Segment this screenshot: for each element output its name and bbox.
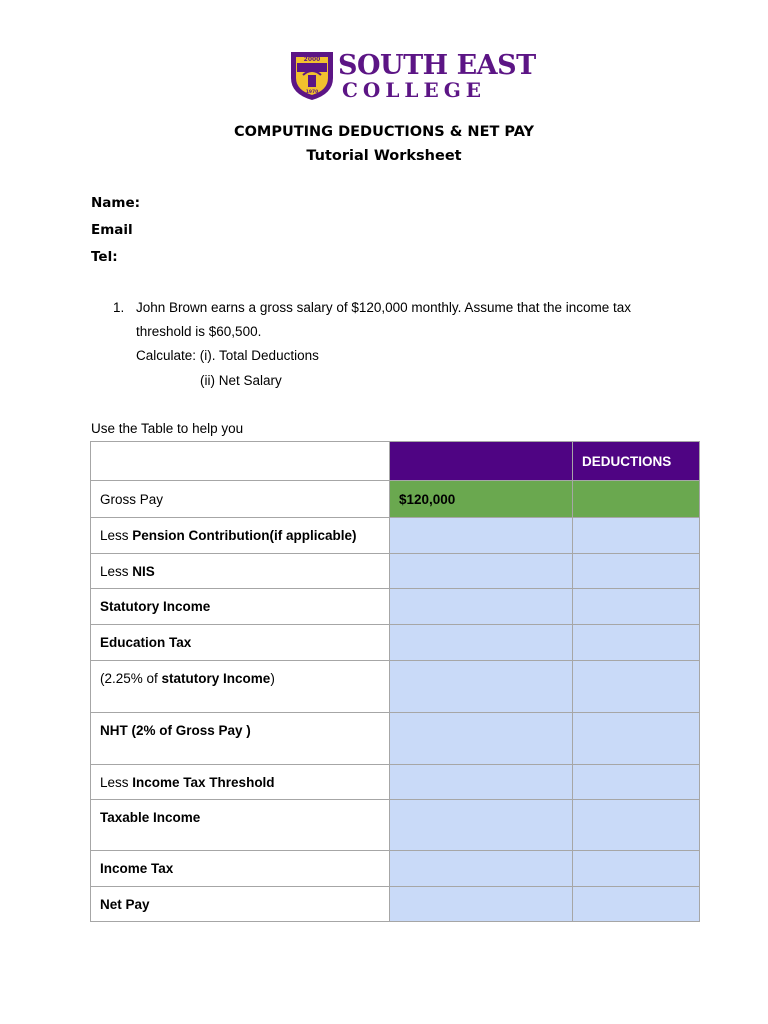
deduction-cell[interactable]: [573, 713, 700, 765]
row-label: Less Income Tax Threshold: [91, 765, 390, 800]
gross-pay-deduction-cell[interactable]: [573, 481, 700, 518]
deduction-cell[interactable]: [573, 625, 700, 661]
page-subtitle: Tutorial Worksheet: [306, 148, 462, 164]
question-text-line1: John Brown earns a gross salary of $120,000 monthly. Assume that the income tax: [136, 300, 632, 315]
header-cell-deductions: DEDUCTIONS: [573, 442, 700, 481]
amount-cell[interactable]: [390, 887, 573, 922]
table-row-net-pay: [91, 887, 700, 922]
table-row-education-tax-rate: [91, 661, 700, 713]
logo-text-south-east: SOUTH EAST: [338, 50, 536, 81]
table-row-nht: [91, 713, 700, 765]
row-label: (2.25% of statutory Income): [91, 661, 390, 713]
amount-cell[interactable]: [390, 800, 573, 851]
deduction-cell[interactable]: [573, 851, 700, 887]
email-label: Email: [91, 222, 133, 238]
amount-cell[interactable]: [390, 765, 573, 800]
row-label: Less Pension Contribution(if applicable): [91, 518, 390, 554]
deduction-cell[interactable]: [573, 661, 700, 713]
amount-cell[interactable]: [390, 554, 573, 589]
row-label: Education Tax: [91, 625, 390, 661]
table-row-income-tax-threshold: [91, 765, 700, 800]
question-text-line2: threshold is $60,500.: [136, 324, 262, 339]
amount-cell[interactable]: [390, 851, 573, 887]
deduction-cell[interactable]: [573, 589, 700, 625]
deduction-cell[interactable]: [573, 765, 700, 800]
table-header-row: [91, 442, 700, 481]
amount-cell[interactable]: [390, 518, 573, 554]
gross-pay-amount: $120,000: [390, 481, 573, 518]
deduction-cell[interactable]: [573, 887, 700, 922]
amount-cell[interactable]: [390, 661, 573, 713]
question-text-line3: Calculate: (i). Total Deductions: [136, 348, 319, 363]
table-row-education-tax: [91, 625, 700, 661]
header-cell-blank: [91, 442, 390, 481]
row-label: Less NIS: [91, 554, 390, 589]
table-row-nis: [91, 554, 700, 589]
row-label: Gross Pay: [91, 481, 390, 518]
svg-text:1970: 1970: [305, 90, 319, 95]
question-text-line4: (ii) Net Salary: [200, 373, 282, 388]
college-crest-icon: [288, 48, 336, 102]
deductions-table: [90, 441, 700, 922]
amount-cell[interactable]: [390, 713, 573, 765]
logo-text-college: COLLEGE: [342, 78, 487, 102]
name-label: Name:: [91, 195, 141, 211]
page-title: COMPUTING DEDUCTIONS & NET PAY: [233, 124, 535, 140]
table-row-gross-pay: [91, 481, 700, 518]
deduction-cell[interactable]: [573, 800, 700, 851]
header-cell-amount: [390, 442, 573, 481]
deduction-cell[interactable]: [573, 554, 700, 589]
deduction-cell[interactable]: [573, 518, 700, 554]
amount-cell[interactable]: [390, 625, 573, 661]
row-label: NHT (2% of Gross Pay ): [91, 713, 390, 765]
table-row-pension: [91, 518, 700, 554]
row-label: Taxable Income: [91, 800, 390, 851]
row-label: Statutory Income: [91, 589, 390, 625]
tel-label: Tel:: [91, 249, 118, 265]
amount-cell[interactable]: [390, 589, 573, 625]
row-label: Income Tax: [91, 851, 390, 887]
college-logo: [288, 48, 536, 102]
table-row-statutory-income: [91, 589, 700, 625]
question-number: 1.: [113, 300, 125, 315]
table-caption: Use the Table to help you: [91, 421, 244, 436]
table-row-taxable-income: [91, 800, 700, 851]
row-label: Net Pay: [91, 887, 390, 922]
svg-text:2000: 2000: [303, 56, 321, 63]
table-row-income-tax: [91, 851, 700, 887]
